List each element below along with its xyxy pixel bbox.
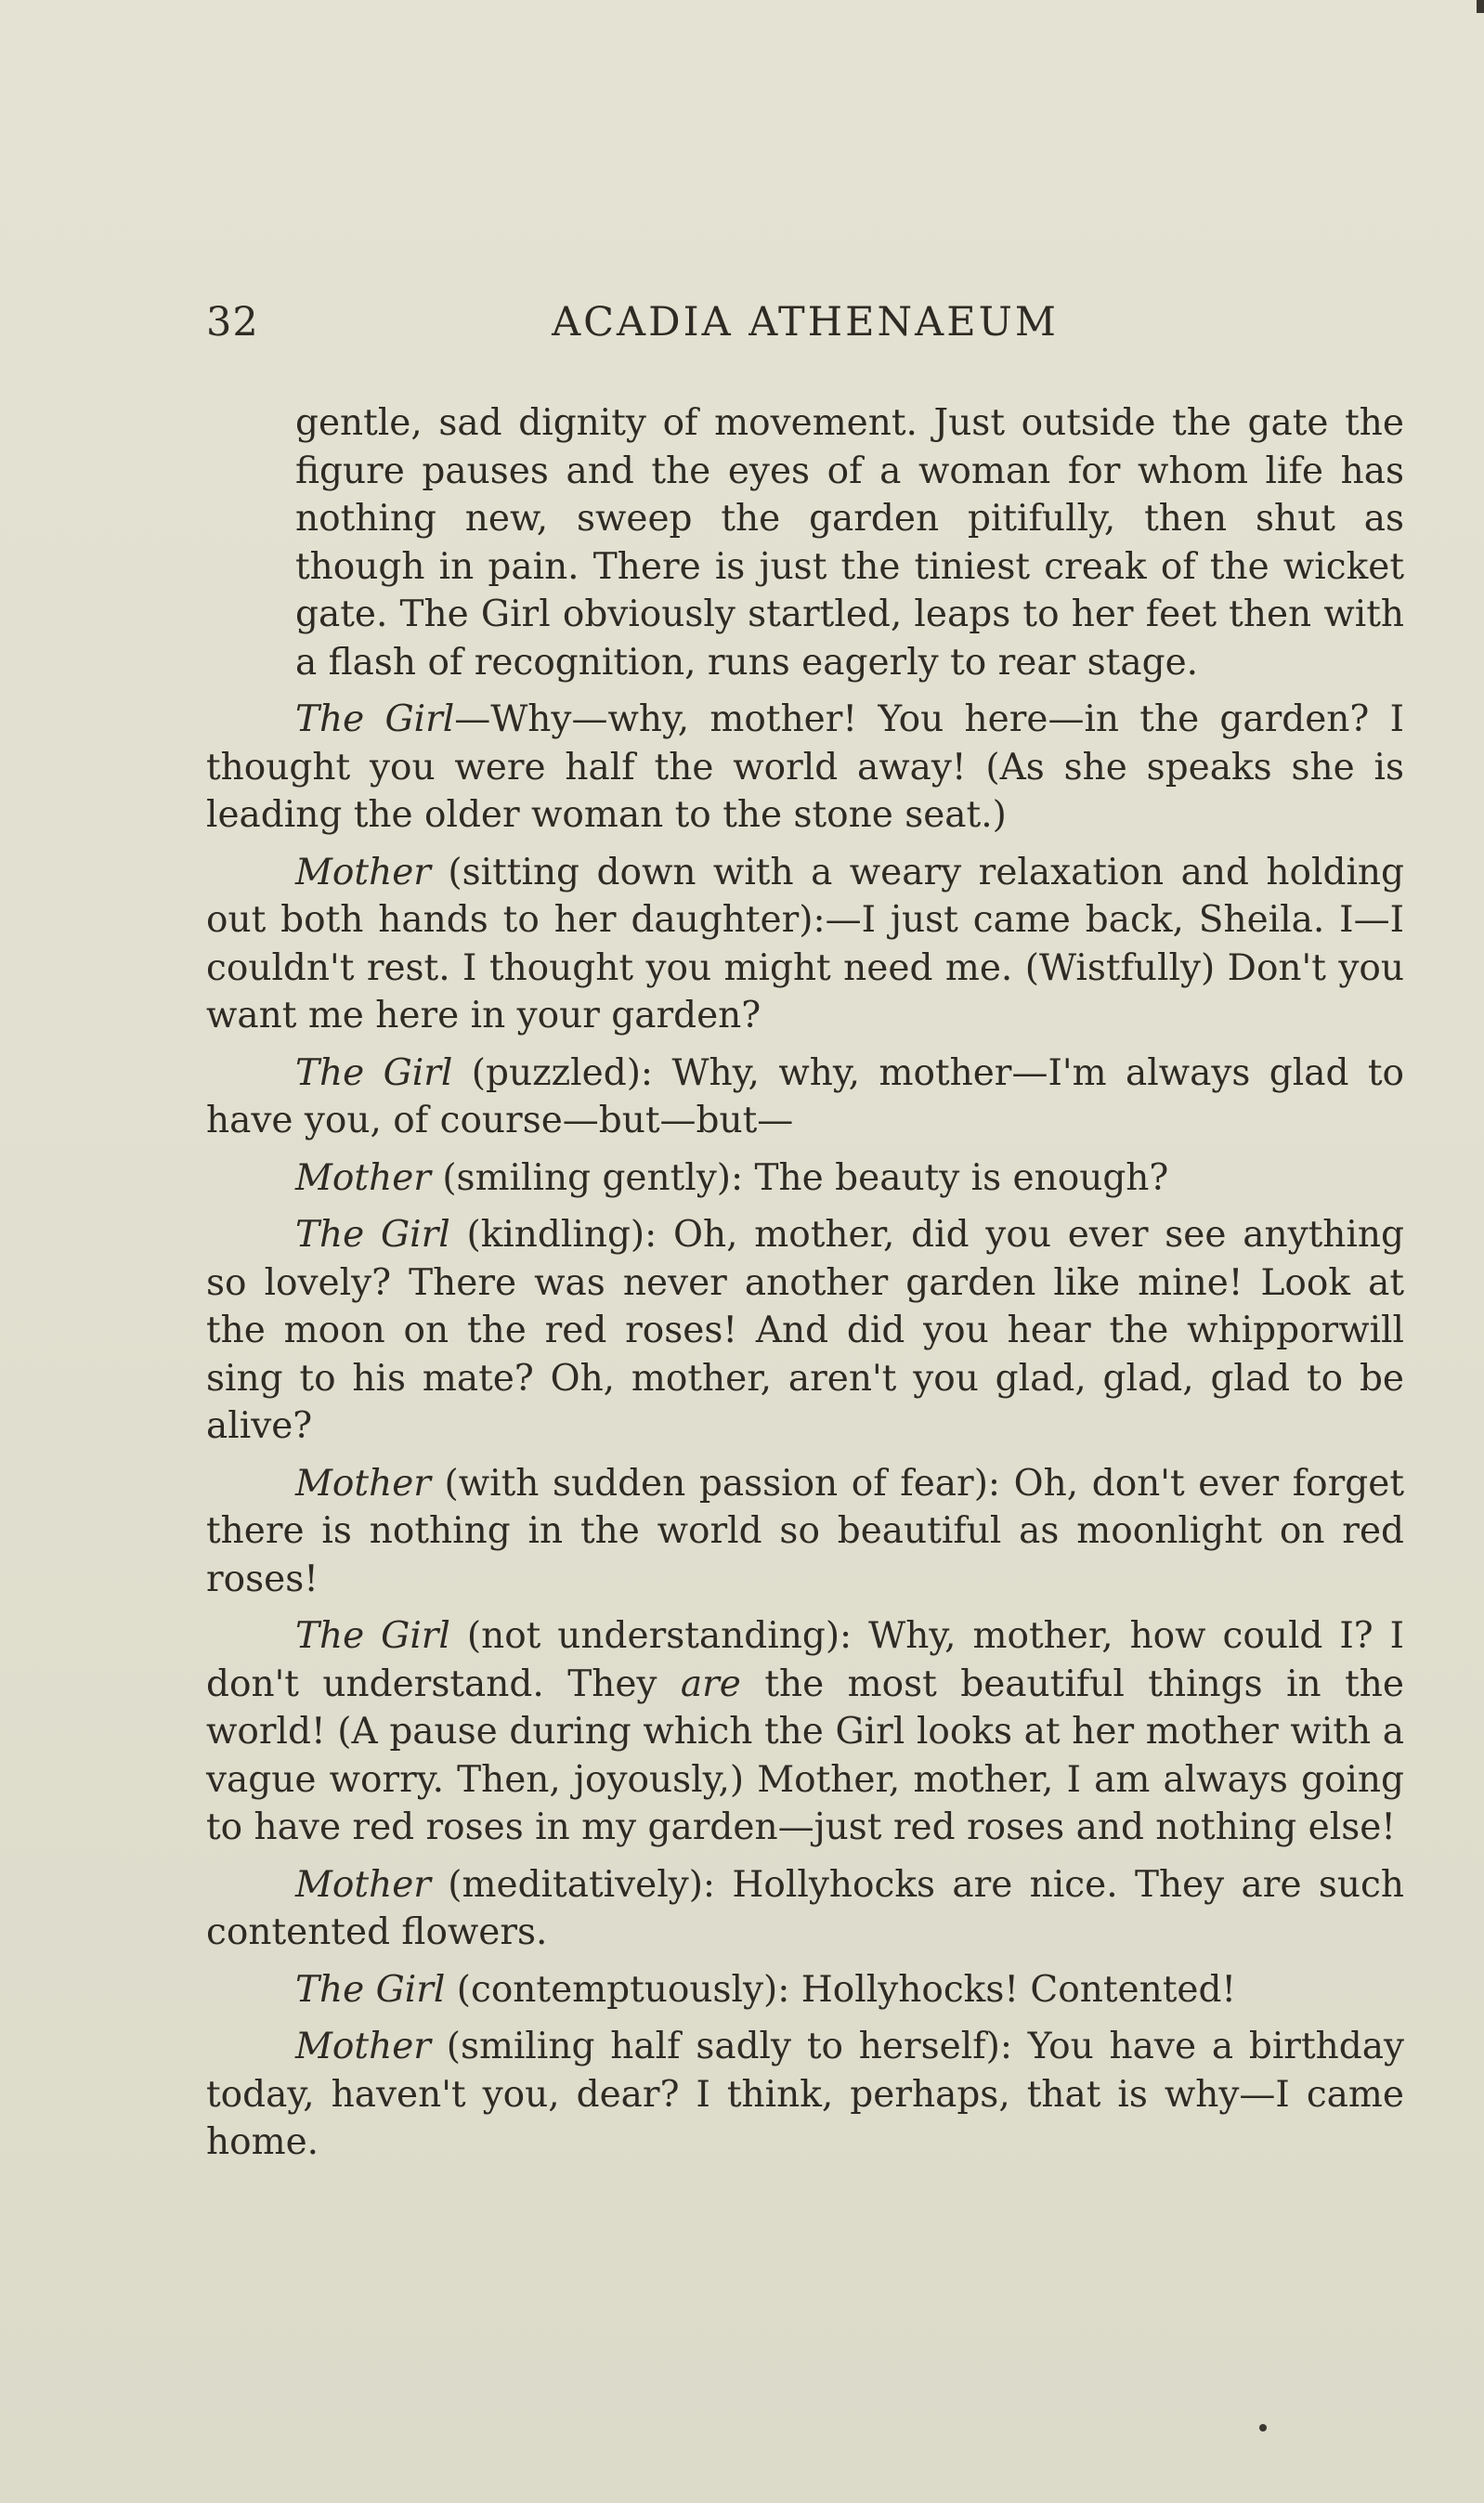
- paragraph: [206, 399, 1404, 686]
- speaker-name: Mother: [295, 1156, 431, 1199]
- paragraph-text: (sitting down with a weary relaxation and holding out both hands to her daughter):—I just came back, Sheila. I—I couldn't rest. I thought you might need me. (Wistfully) Don't you want me here in your garden?: [206, 851, 1404, 1036]
- paragraph: [206, 1861, 1404, 1957]
- paragraph-text: (smiling half sadly to herself): You have a birthday today, haven't you, dear? I think, perhaps, that is why—I came home.: [206, 2026, 1404, 2163]
- paragraph: [206, 1966, 1404, 2014]
- speaker-name: The Girl: [295, 1615, 450, 1657]
- paragraph: [206, 1612, 1404, 1852]
- paragraph-text: gentle, sad dignity of movement. Just outside the gate the figure pauses and the eyes of a woman for whom life has nothing new, sweep the garden pitifully, then shut as though in pain. There is just the tiniest creak of the wicket gate. The Girl obviously startled, leaps to her feet then with a flash of recognition, runs eagerly to rear stage.: [295, 402, 1404, 684]
- paragraph-text: —Why—why, mother! You here—in the garden? I thought you were half the world away! (As she speaks she is leading the older woman to the stone seat.): [206, 698, 1404, 836]
- paragraph: [206, 1460, 1404, 1604]
- page-header: [206, 299, 1404, 355]
- paragraph-text: (smiling gently): The beauty is enough?: [430, 1156, 1169, 1199]
- edge-mark: [1477, 0, 1484, 13]
- page-number: 32: [206, 299, 259, 345]
- paragraph: [206, 1154, 1404, 1203]
- body-text: [206, 399, 1404, 2176]
- paragraph: [206, 696, 1404, 840]
- speaker-name: The Girl: [295, 1214, 450, 1256]
- speaker-name: The Girl: [295, 1968, 446, 2011]
- paragraph: [206, 849, 1404, 1040]
- paragraph: [206, 1211, 1404, 1451]
- speaker-name: Mother: [295, 1863, 431, 1906]
- speaker-name: The Girl: [295, 698, 455, 740]
- paragraph-text: (with sudden passion of fear): Oh, don't ever forget there is nothing in the world so beautiful as moonlight on red roses!: [206, 1462, 1404, 1600]
- speaker-name: Mother: [295, 851, 431, 893]
- paragraph-text: (meditatively): Hollyhocks are nice. They are such contented flowers.: [206, 1863, 1404, 1953]
- paragraph: [206, 2023, 1404, 2167]
- paragraph-text: the most beautiful things in the world! (A pause during which the Girl looks at her mother with a vague worry. Then, joyously,) Mother, mother, I am always going to have red roses in my garden—just red roses and nothing else!: [206, 1662, 1404, 1848]
- speaker-name: The Girl: [295, 1051, 453, 1094]
- paragraph: [206, 1049, 1404, 1145]
- paragraph-text: (kindling): Oh, mother, did you ever see anything so lovely? There was never another garden like mine! Look at the moon on the red roses! And did you hear the whipporwill sing to his mate? Oh, mother, aren't you glad, glad, glad to be alive?: [206, 1214, 1404, 1447]
- speaker-name: Mother: [295, 1462, 431, 1505]
- speaker-name: Mother: [295, 2026, 431, 2067]
- paragraph-text: (contemptuously): Hollyhocks! Contented!: [445, 1968, 1237, 2011]
- running-title: ACADIA ATHENAEUM: [552, 299, 1059, 345]
- paragraph-text: (puzzled): Why, why, mother—I'm always glad to have you, of course—but—but—: [206, 1051, 1405, 1141]
- ink-dot: [1259, 2424, 1267, 2431]
- paragraph-text: (not understanding): Why, mother, how could I? I don't understand. They: [206, 1615, 1405, 1705]
- emphasis-text: are: [680, 1662, 741, 1705]
